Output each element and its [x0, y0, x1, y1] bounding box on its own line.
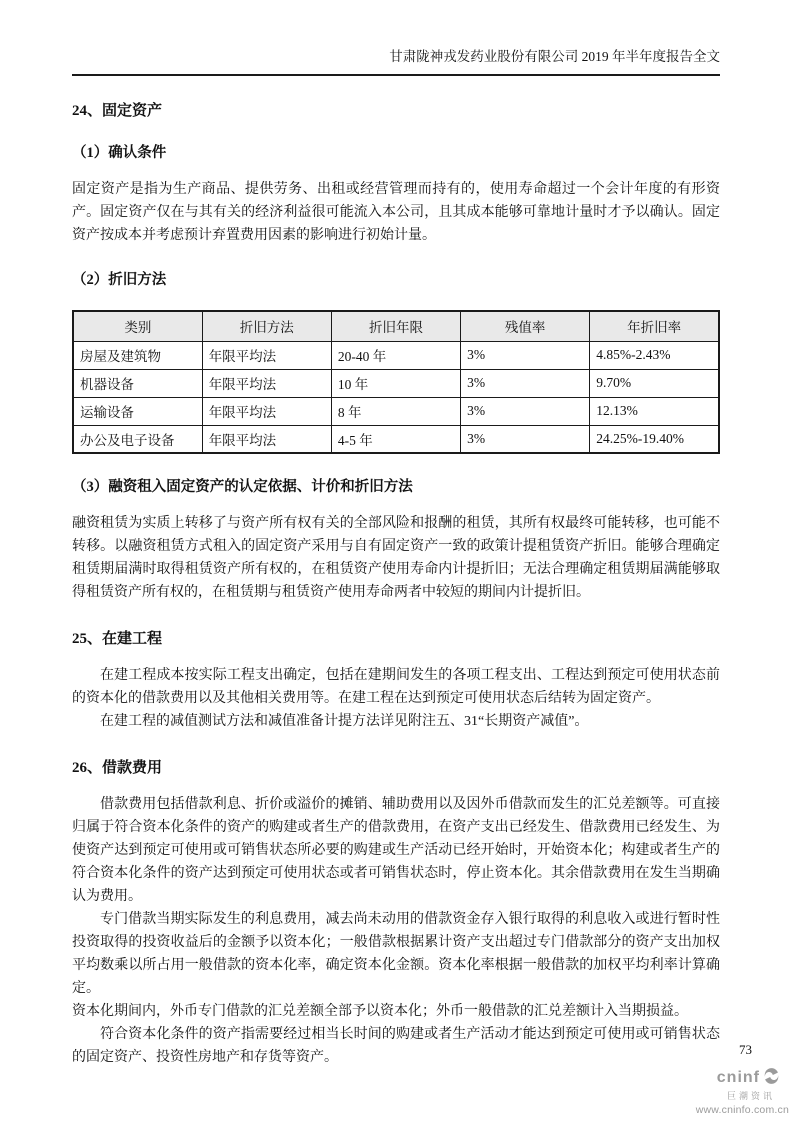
section-heading-26: 26、借款费用	[72, 760, 163, 776]
table-cell: 年限平均法	[202, 369, 331, 397]
table-cell: 房屋及建筑物	[73, 341, 202, 369]
table-cell: 机器设备	[73, 369, 202, 397]
cninfo-url: www.cninfo.com.cn	[695, 1103, 789, 1116]
table-cell: 3%	[461, 397, 590, 425]
paragraph-borrowing-costs-4: 符合资本化条件的资产指需要经过相当长时间的购建或者生产活动才能达到预定可使用或可销售状态的固定资产、投资性房地产和存货等资产。	[72, 1027, 720, 1065]
paragraph-finance-lease: 融资租赁为实质上转移了与资产所有权有关的全部风险和报酬的租赁，其所有权最终可能转移，也可能不转移。以融资租赁方式租入的固定资产采用与自有固定资产一致的政策计提租赁资产折旧。能够合理确定租赁期届满时取得租赁资产所有权的，在租赁资产使用寿命内计提折旧；无法合理确定租赁期届满能够取得租赁资产所有权的，在租赁期与租赁资产使用寿命两者中较短的期间内计提折旧。	[72, 516, 720, 600]
table-header-method: 折旧方法	[202, 311, 331, 341]
cninfo-logo	[696, 1067, 789, 1116]
subsection-heading-24-3: （3）融资租入固定资产的认定依据、计价和折旧方法	[72, 479, 413, 495]
paragraph-borrowing-costs-3: 资本化期间内，外币专门借款的汇兑差额全部予以资本化；外币一般借款的汇兑差额计入当期损益。	[72, 1004, 688, 1019]
cninfo-wordmark: cninf	[716, 1068, 760, 1086]
table-cell: 3%	[461, 369, 590, 397]
table-row	[73, 341, 719, 369]
table-cell: 3%	[461, 425, 590, 453]
table-cell: 年限平均法	[202, 397, 331, 425]
table-row	[73, 369, 719, 397]
table-cell: 3%	[461, 341, 590, 369]
table-header-annual-rate: 年折旧率	[590, 311, 719, 341]
paragraph-fixed-assets-recognition: 固定资产是指为生产商品、提供劳务、出租或经营管理而持有的，使用寿命超过一个会计年度的有形资产。固定资产仅在与其有关的经济利益很可能流入本公司，且其成本能够可靠地计量时才予以确认。固定资产按成本并考虑预计弃置费用因素的影响进行初始计量。	[72, 182, 720, 243]
paragraph-borrowing-costs-1: 借款费用包括借款利息、折价或溢价的摊销、辅助费用以及因外币借款而发生的汇兑差额等。可直接归属于符合资本化条件的资产的购建或者生产的借款费用，在资产支出已经发生、借款费用已经发生、为使资产达到预定可使用或可销售状态所必要的购建或生产活动已经开始时，开始资本化；构建或者生产的符合资本化条件的资产达到预定可使用状态或者可销售状态时，停止资本化。其余借款费用在发生当期确认为费用。	[72, 797, 720, 904]
table-cell: 办公及电子设备	[73, 425, 202, 453]
cninfo-wordmark-row	[696, 1067, 789, 1089]
table-cell: 24.25%-19.40%	[590, 425, 719, 453]
depreciation-table	[72, 310, 720, 454]
subsection-heading-24-1: （1）确认条件	[72, 145, 167, 161]
cninfo-name: 巨潮资讯	[726, 1090, 775, 1101]
table-cell: 10 年	[331, 369, 460, 397]
table-cell: 9.70%	[590, 369, 719, 397]
table-cell: 4.85%-2.43%	[590, 341, 719, 369]
table-row	[73, 425, 719, 453]
subsection-heading-24-2: （2）折旧方法	[72, 272, 167, 288]
table-row	[73, 397, 719, 425]
table-cell: 20-40 年	[331, 341, 460, 369]
section-heading-25: 25、在建工程	[72, 631, 163, 647]
table-cell: 4-5 年	[331, 425, 460, 453]
cninfo-swirl-icon	[762, 1067, 781, 1089]
table-header-residual-rate: 残值率	[461, 311, 590, 341]
table-cell: 8 年	[331, 397, 460, 425]
section-heading-24: 24、固定资产	[72, 103, 163, 119]
report-title: 甘肃陇神戎发药业股份有限公司 2019 年半年度报告全文	[389, 49, 720, 64]
table-cell: 12.13%	[590, 397, 719, 425]
table-header-category: 类别	[73, 311, 202, 341]
table-cell: 年限平均法	[202, 425, 331, 453]
paragraph-construction-in-progress: 在建工程成本按实际工程支出确定，包括在建期间发生的各项工程支出、工程达到预定可使用状态前的资本化的借款费用以及其他相关费用等。在建工程在达到预定可使用状态后结转为固定资产。	[72, 668, 720, 706]
page-header	[72, 48, 720, 76]
table-header-row	[73, 311, 719, 341]
paragraph-cip-impairment: 在建工程的减值测试方法和减值准备计提方法详见附注五、31“长期资产减值”。	[100, 714, 589, 729]
page-number: 73	[739, 1042, 752, 1057]
table-header-period: 折旧年限	[331, 311, 460, 341]
paragraph-borrowing-costs-2: 专门借款当期实际发生的利息费用，减去尚未动用的借款资金存入银行取得的利息收入或进行暂时性投资取得的投资收益后的金额予以资本化；一般借款根据累计资产支出超过专门借款部分的资产支出加权平均数乘以所占用一般借款的资本化率，确定资本化金额。资本化率根据一般借款的加权平均利率计算确定。	[72, 912, 720, 996]
table-cell: 运输设备	[73, 397, 202, 425]
table-cell: 年限平均法	[202, 341, 331, 369]
